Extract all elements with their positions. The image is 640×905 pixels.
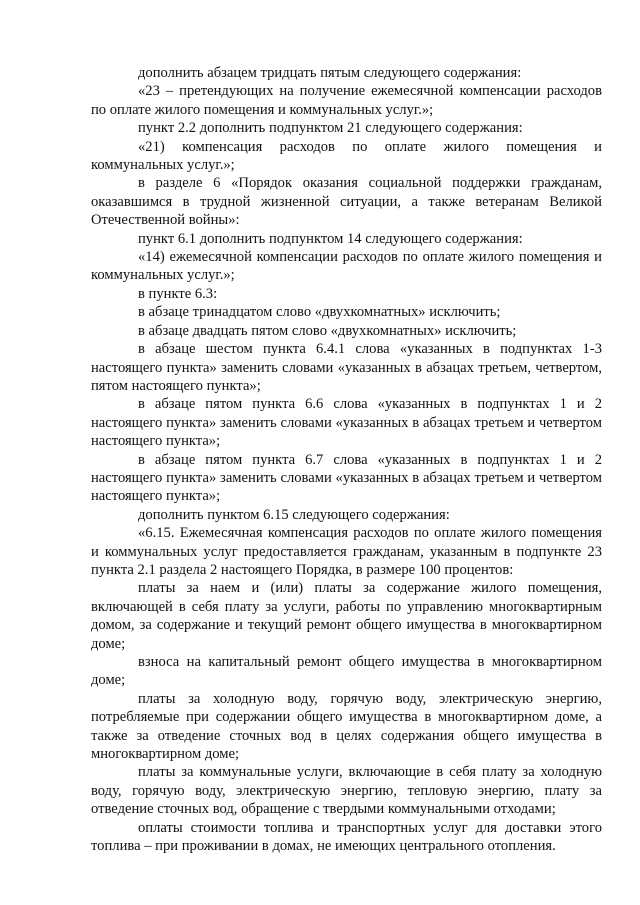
paragraph: дополнить пунктом 6.15 следующего содержания:: [138, 506, 450, 523]
paragraph: платы за наем и (или) платы за содержание жилого помещения, включающей в себя плату за услуги, работы по управлению многоквартирным домом, за содержание и текущий ремонт общего имущества в многоквартирном доме;: [91, 580, 602, 652]
paragraph: оплаты стоимости топлива и транспортных услуг для доставки этого топлива – при проживании в домах, не имеющих центрального отопления.: [91, 819, 602, 855]
paragraph: в разделе 6 «Порядок оказания социальной поддержки гражданам, оказавшимся в трудной жизненной ситуации, а также ветеранам Великой Отечественной войны»:: [91, 175, 602, 229]
paragraph: в абзаце двадцать пятом слово «двухкомнатных» исключить;: [138, 322, 517, 339]
paragraph: платы за холодную воду, горячую воду, электрическую энергию, потребляемые при содержании общего имущества в многоквартирном доме, а также за отведение сточных вод в целях содержания общего имущества в многоквартирном доме;: [91, 690, 602, 763]
paragraph: дополнить абзацем тридцать пятым следующего содержания:: [138, 65, 522, 81]
paragraph: взноса на капитальный ремонт общего имущества в многоквартирном доме;: [91, 654, 602, 689]
paragraph: «23 – претендующих на получение ежемесячной компенсации расходов по оплате жилого помещения и коммунальных услуг.»;: [91, 83, 602, 118]
paragraph: в абзаце пятом пункта 6.6 слова «указанных в подпунктах 1 и 2 настоящего пункта» заменить словами «указанных в абзацах третьем и четвертом настоящего пункта»;: [91, 396, 602, 450]
paragraph: в абзаце тринадцатом слово «двухкомнатных» исключить;: [138, 304, 501, 321]
document-page: [91, 64, 602, 855]
paragraph: «21) компенсация расходов по оплате жилого помещения и коммунальных услуг.»;: [91, 138, 602, 174]
paragraph: «6.15. Ежемесячная компенсация расходов по оплате жилого помещения и коммунальных услуг предоставляется гражданам, указанным в подпункте 23 пункта 2.1 раздела 2 настоящего Порядка, в размере 100 процентов:: [91, 525, 602, 578]
paragraph: пункт 2.2 дополнить подпунктом 21 следующего содержания:: [138, 120, 523, 137]
paragraph: платы за коммунальные услуги, включающие в себя плату за холодную воду, горячую воду, электрическую энергию, тепловую энергию, плату за отведение сточных вод, обращение с твердыми коммунальными отходами;: [91, 764, 602, 818]
paragraph: пункт 6.1 дополнить подпунктом 14 следующего содержания:: [138, 230, 523, 247]
paragraph: в абзаце шестом пункта 6.4.1 слова «указанных в подпунктах 1-3 настоящего пункта» заменить словами «указанных в абзацах третьем, четвертом, пятом настоящего пункта»;: [91, 341, 602, 394]
paragraph: в абзаце пятом пункта 6.7 слова «указанных в подпунктах 1 и 2 настоящего пункта» заменить словами «указанных в абзацах третьем и четвертом настоящего пункта»;: [91, 451, 602, 505]
paragraph: в пункте 6.3:: [138, 285, 218, 302]
paragraph: «14) ежемесячной компенсации расходов по оплате жилого помещения и коммунальных услуг.»;: [91, 249, 602, 284]
